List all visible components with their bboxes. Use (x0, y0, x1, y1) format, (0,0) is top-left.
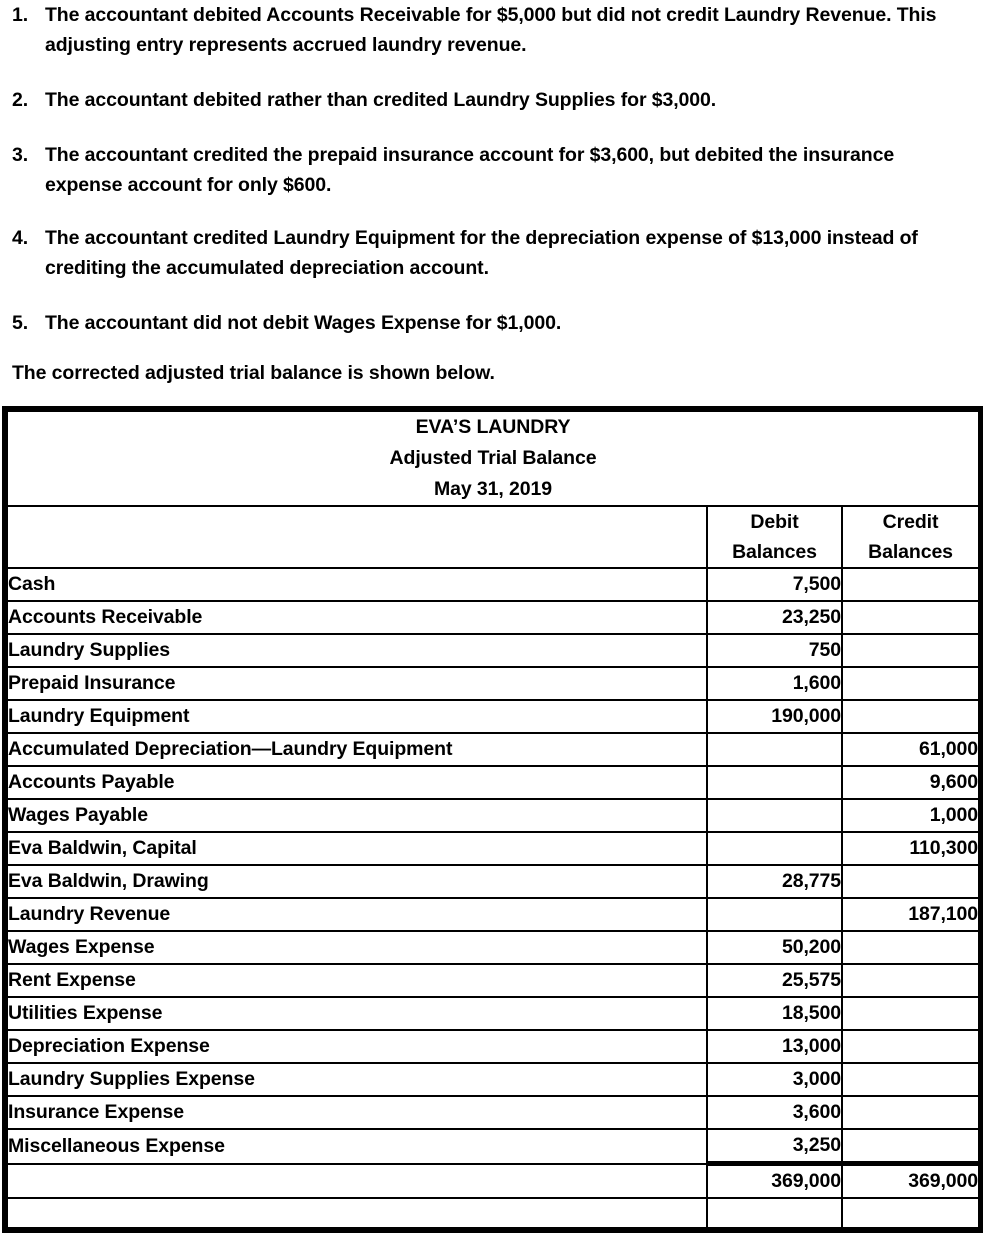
spacer (0, 388, 988, 406)
correction-notes-list (0, 0, 988, 358)
list-item-number: 2. (12, 89, 29, 111)
debit-balance: 23,250 (707, 601, 842, 634)
list-item (0, 140, 988, 200)
table-row-blank (7, 1198, 979, 1228)
credit-balance (842, 700, 979, 733)
list-item-text: The accountant credited Laundry Equipment for the depreciation expense of $13,000 instead of crediting the accumulated depreciation account. (45, 227, 918, 279)
table-row (7, 700, 979, 733)
credit-balance (842, 865, 979, 898)
spacer (0, 200, 988, 223)
account-name: Accounts Receivable (7, 601, 707, 634)
list-item-number: 1. (12, 4, 29, 26)
table-row (7, 931, 979, 964)
debit-balance (707, 898, 842, 931)
account-name: Miscellaneous Expense (7, 1129, 707, 1164)
column-header-credit-line2: Balances (868, 541, 953, 563)
credit-balance (842, 931, 979, 964)
debit-balance: 25,575 (707, 964, 842, 997)
debit-balance (707, 832, 842, 865)
debit-balance: 18,500 (707, 997, 842, 1030)
spacer (0, 115, 988, 140)
table-row (7, 799, 979, 832)
account-name: Accumulated Depreciation—Laundry Equipment (7, 733, 707, 766)
column-header-debit-line2: Balances (732, 541, 817, 563)
account-name: Insurance Expense (7, 1096, 707, 1129)
credit-balance (842, 964, 979, 997)
table-header-row (7, 506, 979, 568)
debit-balance: 7,500 (707, 568, 842, 601)
trial-balance-table (6, 410, 980, 1229)
account-name: Cash (7, 568, 707, 601)
table-row (7, 1063, 979, 1096)
debit-balance: 1,600 (707, 667, 842, 700)
table-row (7, 898, 979, 931)
table-row (7, 601, 979, 634)
table-body (7, 411, 979, 1228)
account-name: Laundry Supplies Expense (7, 1063, 707, 1096)
total-debit: 369,000 (707, 1164, 842, 1199)
table-row (7, 997, 979, 1030)
account-name: Accounts Payable (7, 766, 707, 799)
table-row (7, 964, 979, 997)
list-item-number: 5. (12, 312, 29, 334)
debit-balance: 3,250 (707, 1129, 842, 1164)
list-item-text: The accountant debited Accounts Receivable for $5,000 but did not credit Laundry Revenue. This adjusting entry represents accrued laundry revenue. (45, 4, 937, 56)
account-name: Rent Expense (7, 964, 707, 997)
credit-balance (842, 1198, 979, 1228)
total-credit: 369,000 (842, 1164, 979, 1199)
list-item-text: The accountant debited rather than credited Laundry Supplies for $3,000. (45, 89, 717, 111)
account-name: Depreciation Expense (7, 1030, 707, 1063)
debit-balance: 13,000 (707, 1030, 842, 1063)
credit-balance (842, 634, 979, 667)
table-row (7, 865, 979, 898)
debit-balance: 190,000 (707, 700, 842, 733)
debit-balance: 50,200 (707, 931, 842, 964)
spacer (0, 283, 988, 308)
credit-balance (842, 997, 979, 1030)
credit-balance (842, 1096, 979, 1129)
debit-balance (707, 733, 842, 766)
table-row (7, 1096, 979, 1129)
trial-balance-table-container (2, 406, 983, 1233)
list-item-number: 4. (12, 227, 29, 249)
column-header-credit (842, 506, 979, 568)
table-row (7, 766, 979, 799)
table-row (7, 667, 979, 700)
spacer (0, 60, 988, 85)
totals-label (7, 1164, 707, 1199)
statement-name: Adjusted Trial Balance (389, 447, 597, 469)
list-item-text: The accountant credited the prepaid insurance account for $3,600, but debited the insurance expense account for only $600. (45, 144, 895, 196)
credit-balance: 9,600 (842, 766, 979, 799)
table-title-cell (7, 411, 979, 506)
debit-balance: 3,600 (707, 1096, 842, 1129)
table-row (7, 733, 979, 766)
account-name: Wages Expense (7, 931, 707, 964)
table-row (7, 634, 979, 667)
column-header-debit (707, 506, 842, 568)
credit-balance (842, 1063, 979, 1096)
debit-balance: 28,775 (707, 865, 842, 898)
statement-date: May 31, 2019 (433, 478, 553, 500)
credit-balance: 61,000 (842, 733, 979, 766)
list-item (0, 223, 988, 283)
column-header-debit-line1: Debit (750, 511, 799, 533)
account-name: Utilities Expense (7, 997, 707, 1030)
company-name: EVA’S LAUNDRY (415, 416, 571, 438)
list-item-number: 3. (12, 144, 29, 166)
column-header-credit-line1: Credit (882, 511, 939, 533)
debit-balance: 3,000 (707, 1063, 842, 1096)
column-header-account (7, 506, 707, 568)
debit-balance (707, 766, 842, 799)
account-name: Laundry Equipment (7, 700, 707, 733)
list-item (0, 85, 988, 115)
credit-balance (842, 568, 979, 601)
credit-balance (842, 1129, 979, 1164)
spacer (0, 338, 988, 358)
list-item (0, 0, 988, 60)
debit-balance (707, 1198, 842, 1228)
account-name: Prepaid Insurance (7, 667, 707, 700)
account-name: Eva Baldwin, Capital (7, 832, 707, 865)
account-name: Wages Payable (7, 799, 707, 832)
list-item (0, 308, 988, 338)
table-row (7, 1030, 979, 1063)
debit-balance (707, 799, 842, 832)
credit-balance: 187,100 (842, 898, 979, 931)
table-title-row (7, 411, 979, 506)
credit-balance (842, 601, 979, 634)
account-name: Laundry Revenue (7, 898, 707, 931)
account-name (7, 1198, 707, 1228)
table-row (7, 568, 979, 601)
account-name: Eva Baldwin, Drawing (7, 865, 707, 898)
table-row (7, 1129, 979, 1164)
credit-balance (842, 1030, 979, 1063)
account-name: Laundry Supplies (7, 634, 707, 667)
debit-balance: 750 (707, 634, 842, 667)
intro-paragraph: The corrected adjusted trial balance is shown below. (12, 362, 495, 384)
table-row (7, 832, 979, 865)
credit-balance: 1,000 (842, 799, 979, 832)
credit-balance (842, 667, 979, 700)
credit-balance: 110,300 (842, 832, 979, 865)
list-item-text: The accountant did not debit Wages Expense for $1,000. (45, 312, 562, 334)
totals-row (7, 1164, 979, 1199)
